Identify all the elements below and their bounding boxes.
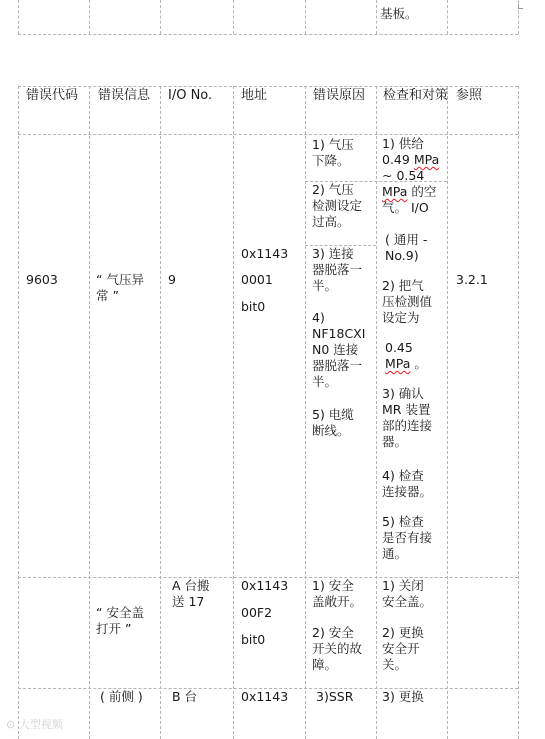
measure-1-unit-1: MPa <box>413 152 440 167</box>
measure-1-text-a: 1) 供给 0.49 <box>382 136 424 167</box>
header-error-message: 错误信息 <box>98 88 151 103</box>
measure-3: 3) 确认 MR 装置 部的连接 器。 <box>382 386 433 449</box>
cover-cause-1: 1) 安全 盖敞开。 <box>312 578 363 609</box>
header-reference: 参照 <box>456 88 483 103</box>
cause-4: 4) NF18CXI N0 连接 器脱落一 半。 <box>312 310 366 389</box>
error-message-safety-cover: “ 安全盖 打开 ” <box>96 605 144 636</box>
error-code-9603: 9603 <box>26 272 58 287</box>
io-a-transfer: A 台搬 送 17 <box>172 578 210 609</box>
cause-5: 5) 电缆 断线。 <box>312 407 354 438</box>
header-address: 地址 <box>241 88 268 103</box>
cover-cause-2: 2) 安全 开关的故 障。 <box>312 625 363 672</box>
address-line-3: bit0 <box>241 299 266 314</box>
cover-measure-1: 1) 关闭 安全盖。 <box>382 578 433 609</box>
measure-5: 5) 检查 是否有接 通。 <box>382 514 433 561</box>
cover-measure-2: 2) 更换 安全开 关。 <box>382 625 424 672</box>
error-message-air-pressure: “ 气压异 常 ” <box>96 272 144 303</box>
measure-1 <box>382 136 446 216</box>
last-measure: 3) 更换 <box>382 689 424 704</box>
header-error-cause: 错误原因 <box>313 88 366 103</box>
cause-3: 3) 连接 器脱落一 半。 <box>312 246 363 293</box>
address-line-1: 0x1143 <box>241 246 289 261</box>
measure-2-end: 。 <box>410 356 427 371</box>
last-cause: 3)SSR <box>316 689 354 704</box>
cover-address-line-3: bit0 <box>241 632 266 647</box>
measure-4: 4) 检查 连接器。 <box>382 468 433 499</box>
measure-1-io: ( 通用 - No.9) <box>385 232 428 263</box>
measure-2: 2) 把气 压检测值 设定为 <box>382 278 433 325</box>
last-address: 0x1143 <box>241 689 289 704</box>
io-b-table: B 台 <box>172 689 198 704</box>
measure-1-text-c: 的空 气。 I/O <box>382 184 437 215</box>
measure-1-text-b: ~ 0.54 <box>382 168 425 183</box>
watermark-text: 大型视频 <box>18 718 63 731</box>
cause-1: 1) 气压 下降。 <box>312 137 354 168</box>
watermark-icon: ⊙ <box>6 718 16 731</box>
error-message-front: ( 前侧 ) <box>100 689 143 704</box>
header-check-measure: 检查和对策 <box>383 88 449 103</box>
measure-1-unit-2: MPa <box>382 184 408 199</box>
cover-address-line-1: 0x1143 <box>241 578 289 593</box>
header-io-no: I/O No. <box>168 88 213 103</box>
header-error-code: 错误代码 <box>26 88 79 103</box>
address-line-2: 0001 <box>241 272 273 287</box>
watermark <box>6 717 63 733</box>
measure-2-unit: MPa <box>385 356 411 371</box>
top-fragment-text: 基板。 <box>380 6 418 21</box>
io-number: 9 <box>168 272 176 287</box>
measure-2-value <box>385 340 447 372</box>
cause-2: 2) 气压 检测设定 过高。 <box>312 182 363 229</box>
measure-2-number: 0.45 <box>385 340 413 355</box>
cover-address-line-2: 00F2 <box>241 605 273 620</box>
reference-value: 3.2.1 <box>456 272 488 287</box>
